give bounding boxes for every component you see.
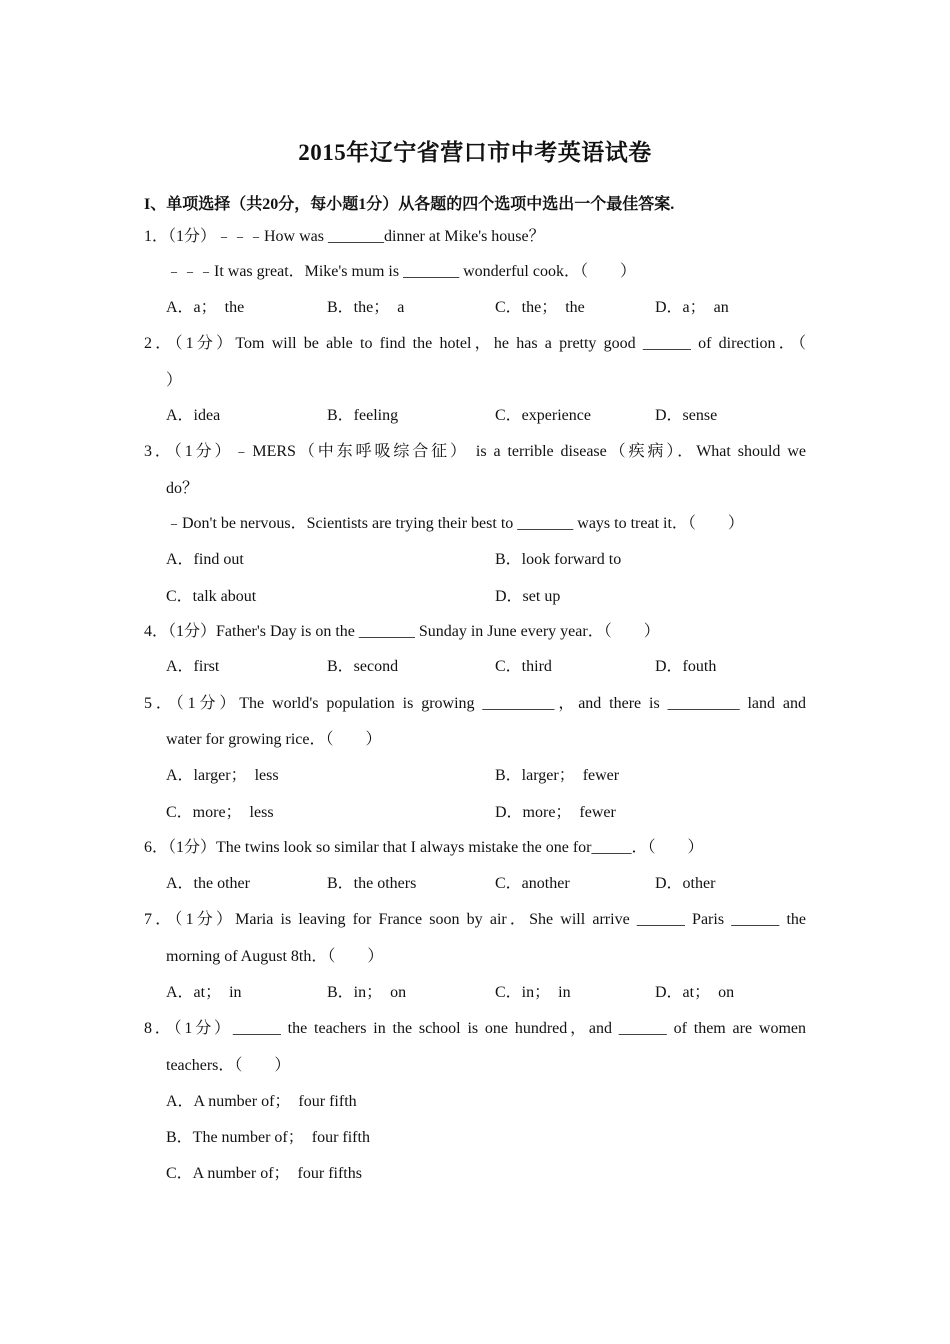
question-3-stem-dialog: ﹣Don't be nervous．Scientists are trying their best to _______ ways to treat it．（ ） — [166, 515, 744, 532]
question-5-option-d: D．more； fewer — [495, 804, 616, 821]
question-7-stem-cont: morning of August 8th．（ ） — [166, 948, 384, 965]
question-7-option-c: C．in； in — [495, 984, 571, 1001]
question-6-option-d: D．other — [655, 875, 716, 892]
question-5-option-c: C．more； less — [166, 804, 274, 821]
question-4-stem: 4．（1分）Father's Day is on the _______ Sunday in June every year．（ ） — [144, 623, 660, 640]
question-1-stem-cont: ﹣﹣﹣It was great．Mike's mum is _______ wonderful cook．（ ） — [166, 263, 636, 280]
question-7-option-b: B．in； on — [327, 984, 407, 1001]
question-8-option-b: B．The number of； four fifth — [166, 1129, 370, 1146]
question-5-option-a: A．larger； less — [166, 767, 279, 784]
question-2-stem: 2．（1分）Tom will be able to find the hotel，he has a pretty good ______ of direction．（ — [144, 335, 806, 352]
question-3-stem: 3．（1分）﹣MERS（中东呼吸综合征） is a terrible disease（疾病）．What should we — [144, 443, 806, 460]
question-4-option-a: A．first — [166, 658, 220, 675]
question-2-stem-cont: ） — [166, 372, 183, 389]
question-3-option-a: A．find out — [166, 551, 244, 568]
question-8-option-a: A．A number of； four fifth — [166, 1093, 357, 1110]
question-5-option-b: B．larger； fewer — [495, 767, 620, 784]
question-4-option-d: D．fouth — [655, 658, 717, 675]
question-7-option-a: A．at； in — [166, 984, 242, 1001]
question-8-stem: 8．（1分）______ the teachers in the school is one hundred，and ______ of them are women — [144, 1020, 806, 1037]
question-8-option-c: C．A number of； four fifths — [166, 1165, 362, 1182]
question-1-option-d: D．a； an — [655, 299, 729, 316]
question-6-option-b: B．the others — [327, 875, 417, 892]
question-6-option-a: A．the other — [166, 875, 250, 892]
question-6-option-c: C．another — [495, 875, 570, 892]
section-heading: I、单项选择（共20分，每小题1分）从各题的四个选项中选出一个最佳答案. — [144, 196, 675, 213]
question-1-option-a: A．a； the — [166, 299, 245, 316]
question-5-stem-cont: water for growing rice．（ ） — [166, 731, 382, 748]
question-7-option-d: D．at； on — [655, 984, 735, 1001]
question-2-option-d: D．sense — [655, 407, 718, 424]
question-1-option-c: C．the； the — [495, 299, 585, 316]
question-7-stem: 7．（1分）Maria is leaving for France soon by air．She will arrive ______ Paris ______ the — [144, 911, 806, 928]
page-title: 2015年辽宁省营口市中考英语试卷 — [298, 140, 652, 165]
question-1-option-b: B．the； a — [327, 299, 405, 316]
question-3-stem-cont: do？ — [166, 480, 199, 497]
question-3-option-b: B．look forward to — [495, 551, 622, 568]
question-4-option-c: C．third — [495, 658, 552, 675]
question-2-option-b: B．feeling — [327, 407, 399, 424]
question-3-option-d: D．set up — [495, 588, 561, 605]
question-6-stem: 6．（1分）The twins look so similar that I always mistake the one for_____．（ ） — [144, 839, 704, 856]
question-1-stem: 1．（1分）﹣﹣﹣How was _______dinner at Mike's house？ — [144, 228, 545, 245]
question-4-option-b: B．second — [327, 658, 399, 675]
question-3-option-c: C．talk about — [166, 588, 257, 605]
question-2-option-c: C．experience — [495, 407, 591, 424]
question-2-option-a: A．idea — [166, 407, 221, 424]
question-5-stem: 5．（1分）The world's population is growing _________，and there is _________ land and — [144, 695, 806, 712]
question-8-stem-cont: teachers．（ ） — [166, 1057, 291, 1074]
